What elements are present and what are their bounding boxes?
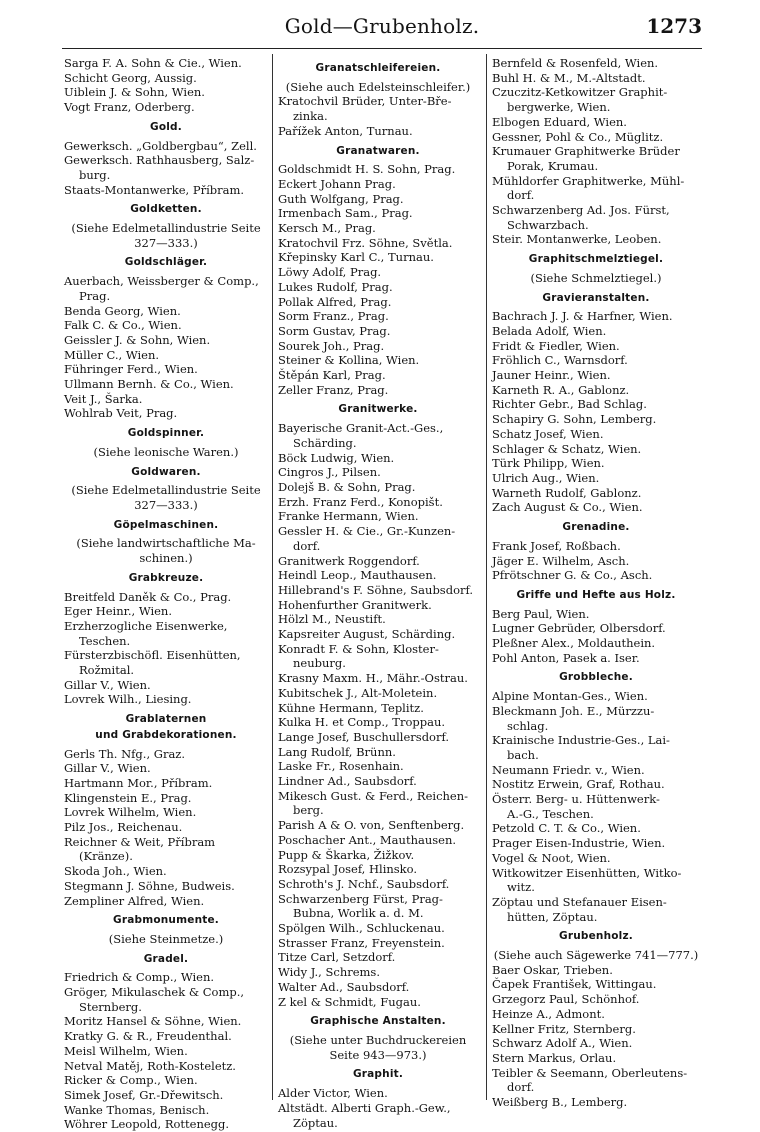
section-heading: Graphische Anstalten.	[310, 1015, 446, 1028]
directory-entry: Veit J., Šarka.	[64, 391, 143, 406]
directory-entry: Ullmann Bernh. & Co., Wien.	[64, 377, 234, 392]
directory-entry: Pařížek Anton, Turnau.	[278, 123, 413, 138]
directory-entry: Pupp & Škarka, Žižkov.	[278, 847, 415, 862]
directory-entry: Gillar V., Wien.	[64, 677, 151, 692]
section-heading: Goldwaren.	[131, 465, 201, 478]
directory-entry: Lindner Ad., Saubsdorf.	[278, 774, 417, 789]
section-heading: Granitwerke.	[338, 403, 418, 416]
section-heading: und Grabdekorationen.	[95, 728, 237, 741]
directory-entry: Österr. Berg- u. Hüttenwerk-	[492, 792, 660, 807]
section-heading: Grobbleche.	[559, 671, 633, 684]
entry-continuation: dorf.	[507, 188, 535, 203]
entry-continuation: schlag.	[507, 718, 549, 733]
directory-entry: Elbogen Eduard, Wien.	[492, 114, 627, 129]
directory-entry: Belada Adolf, Wien.	[492, 323, 607, 338]
section-heading: Griffe und Hefte aus Holz.	[516, 588, 676, 601]
directory-entry: Gröger, Mikulaschek & Comp.,	[64, 985, 245, 1000]
directory-entry: Gillar V., Wien.	[64, 761, 151, 776]
directory-entry: Pleßner Alex., Moldauthein.	[492, 636, 656, 651]
directory-entry: Czuczitz-Ketkowitzer Graphit-	[492, 85, 668, 100]
directory-entry: Baer Oskar, Trieben.	[492, 962, 613, 977]
directory-entry: Sarga F. A. Sohn & Cie., Wien.	[64, 56, 242, 70]
directory-entry: Krainische Industrie-Ges., Lai-	[492, 733, 670, 748]
directory-entry: Teibler & Seemann, Oberleutens-	[492, 1065, 688, 1080]
directory-entry: Gerls Th. Nfg., Graz.	[64, 746, 186, 761]
page-number: 1273	[646, 14, 702, 38]
directory-entry: Frank Josef, Roßbach.	[492, 538, 621, 553]
directory-entry: Lugner Gebrüder, Olbersdorf.	[492, 621, 666, 636]
directory-entry: Pollak Alfred, Prag.	[278, 294, 392, 309]
column-3	[492, 56, 700, 1110]
directory-entry: Kratochvil Brüder, Unter-Bře-	[278, 94, 452, 109]
directory-entry: Zempliner Alfred, Wien.	[64, 893, 205, 908]
entry-continuation: Zöptau.	[293, 1115, 338, 1130]
directory-entry: Parish A & O. von, Senftenberg.	[278, 818, 465, 833]
directory-entry: Böck Ludwig, Wien.	[278, 450, 395, 465]
directory-entry: Jäger E. Wilhelm, Asch.	[492, 553, 630, 568]
directory-entry: Strasser Franz, Freyenstein.	[278, 935, 445, 950]
directory-entry: Uiblein J. & Sohn, Wien.	[64, 85, 205, 100]
section-heading: Goldschläger.	[124, 256, 208, 269]
directory-entry: Eger Heinr., Wien.	[64, 604, 172, 619]
section-heading: Granatschleifereien.	[315, 62, 441, 74]
cross-reference-note: schinen.)	[139, 551, 193, 566]
directory-entry: Konradt F. & Sohn, Kloster-	[278, 641, 439, 656]
section-heading: Göpelmaschinen.	[113, 518, 219, 531]
entry-continuation: (Kränze).	[79, 849, 133, 864]
column-1	[64, 56, 268, 1132]
directory-entry: Müller C., Wien.	[64, 347, 160, 362]
directory-entry: Wohlrab Veit, Prag.	[64, 406, 178, 421]
directory-entry: Sorm Franz., Prag.	[278, 309, 389, 324]
directory-entry: Stern Markus, Orlau.	[492, 1051, 617, 1065]
directory-entry: Auerbach, Weissberger & Comp.,	[64, 274, 259, 289]
directory-entry: Ulrich Aug., Wien.	[492, 470, 600, 485]
directory-entry: Rozsypal Josef, Hlinsko.	[278, 862, 418, 877]
directory-entry: Guth Wolfgang, Prag.	[278, 191, 404, 206]
directory-entry: Lang Rudolf, Brünn.	[278, 744, 396, 759]
directory-entry: Pohl Anton, Pasek a. Iser.	[492, 650, 640, 665]
directory-entry: Lovrek Wilhelm, Wien.	[64, 805, 197, 820]
section-heading: Gold.	[150, 120, 182, 133]
cross-reference-note: (Siehe Edelmetallindustrie Seite	[71, 221, 261, 236]
directory-entry: Klingenstein E., Prag.	[64, 790, 192, 805]
directory-entry: Moritz Hansel & Söhne, Wien.	[64, 1014, 242, 1029]
directory-entry: Nostitz Erwein, Graf, Rothau.	[492, 777, 665, 792]
entry-continuation: Rožmital.	[79, 663, 135, 678]
entry-continuation: zinka.	[293, 109, 328, 124]
directory-entry: Schatz Josef, Wien.	[492, 426, 604, 441]
entry-continuation: hütten, Zöptau.	[507, 909, 598, 924]
directory-entry: Lovrek Wilh., Liesing.	[64, 692, 192, 707]
directory-entry: Kellner Fritz, Sternberg.	[492, 1021, 636, 1036]
directory-entry: Hartmann Mor., Příbram.	[64, 775, 213, 790]
directory-entry: Fürsterzbischöfl. Eisenhütten,	[64, 648, 241, 663]
directory-entry: Alder Victor, Wien.	[278, 1086, 388, 1101]
directory-entry: Franke Hermann, Wien.	[278, 509, 419, 524]
section-heading: Graphitschmelztiegel.	[528, 253, 664, 266]
directory-entry: Kühne Hermann, Teplitz.	[278, 700, 424, 715]
directory-entry: Křepinsky Karl C., Turnau.	[278, 250, 434, 265]
directory-entry: Kubitschek J., Alt-Moletein.	[278, 685, 438, 700]
section-heading: Gravieranstalten.	[542, 291, 650, 304]
cross-reference-note: (Siehe unter Buchdruckereien	[289, 1033, 467, 1047]
entry-continuation: A.-G., Teschen.	[507, 806, 594, 821]
section-heading: Goldketten.	[130, 203, 202, 216]
directory-entry: Irmenbach Sam., Prag.	[278, 206, 413, 221]
header-rule	[62, 48, 702, 49]
column-divider-2	[486, 54, 487, 1100]
directory-entry: Heinze A., Admont.	[492, 1006, 605, 1021]
directory-entry: Heindl Leop., Mauthausen.	[278, 568, 437, 583]
directory-entry: Meisl Wilhelm, Wien.	[64, 1043, 188, 1058]
directory-entry: Alpine Montan-Ges., Wien.	[492, 689, 648, 704]
cross-reference-note: (Siehe Edelmetallindustrie Seite	[71, 483, 261, 498]
directory-entry: Buhl H. & M., M.-Altstadt.	[492, 70, 646, 85]
directory-entry: Weißberg B., Lemberg.	[492, 1095, 628, 1110]
directory-entry: Wöhrer Leopold, Rottenegg.	[64, 1117, 230, 1132]
directory-entry: Pfrötschner G. & Co., Asch.	[492, 568, 653, 583]
entry-continuation: Porak, Krumau.	[507, 158, 599, 173]
directory-entry: Štěpán Karl, Prag.	[278, 368, 386, 383]
directory-entry: Bleckmann Joh. E., Mürzzu-	[492, 703, 655, 718]
section-heading: Grubenholz.	[559, 930, 633, 943]
column-divider-1	[272, 54, 273, 1100]
directory-entry: Poschacher Ant., Mauthausen.	[278, 832, 457, 847]
directory-entry: Schwarz Adolf A., Wien.	[492, 1036, 633, 1051]
directory-entry: Neumann Friedr. v., Wien.	[492, 762, 645, 777]
section-heading: Grenadine.	[562, 521, 630, 534]
directory-entry: Witkowitzer Eisenhütten, Witko-	[492, 865, 682, 880]
section-heading: Grabmonumente.	[113, 914, 219, 927]
directory-entry: Kapsreiter August, Schärding.	[278, 627, 456, 642]
directory-entry: Führinger Ferd., Wien.	[64, 362, 198, 377]
directory-entry: Gewerksch. „Goldbergbau“, Zell.	[64, 138, 257, 153]
directory-entry: Sourek Joh., Prag.	[278, 338, 385, 353]
cross-reference-note: (Siehe Steinmetze.)	[108, 931, 224, 946]
directory-entry: Türk Philipp, Wien.	[492, 456, 605, 471]
directory-entry: Benda Georg, Wien.	[64, 303, 181, 318]
directory-entry: Granitwerk Roggendorf.	[278, 553, 420, 568]
directory-entry: Geissler J. & Sohn, Wien.	[64, 332, 211, 347]
directory-entry: Stegmann J. Söhne, Budweis.	[64, 878, 235, 893]
directory-entry: Walter Ad., Saubsdorf.	[278, 979, 410, 994]
cross-reference-note: (Siehe landwirtschaftliche Ma-	[76, 536, 256, 551]
entry-continuation: Prag.	[79, 288, 111, 303]
directory-entry: Fröhlich C., Warnsdorf.	[492, 353, 628, 368]
directory-entry: Karneth R. A., Gablonz.	[492, 382, 630, 397]
entry-continuation: witz.	[507, 880, 535, 895]
directory-entry: Hillebrand's F. Söhne, Saubsdorf.	[278, 582, 473, 597]
directory-entry: Löwy Adolf, Prag.	[278, 265, 382, 280]
directory-entry: Reichner & Weit, Příbram	[64, 834, 216, 849]
entry-continuation: dorf.	[293, 538, 321, 553]
cross-reference-note: (Siehe auch Sägewerke 741—777.)	[493, 948, 699, 963]
entry-continuation: burg.	[79, 167, 111, 182]
directory-entry: Schlager & Schatz, Wien.	[492, 441, 642, 456]
directory-entry: Steiner & Kollina, Wien.	[278, 353, 420, 368]
directory-entry: Schwarzenberg Fürst, Prag-	[278, 891, 443, 906]
directory-entry: Richter Gebr., Bad Schlag.	[492, 397, 647, 412]
cross-reference-note: Seite 943—973.)	[329, 1047, 427, 1062]
section-heading: Grablaternen	[125, 713, 207, 726]
entry-continuation: berg.	[293, 803, 324, 818]
directory-entry: Steir. Montanwerke, Leoben.	[492, 232, 662, 247]
entry-continuation: Sternberg.	[79, 999, 142, 1014]
directory-entry: Vogel & Noot, Wien.	[492, 850, 611, 865]
directory-entry: Schroth's J. Nchf., Saubsdorf.	[278, 876, 450, 891]
directory-entry: Dolejš B. & Sohn, Prag.	[278, 479, 416, 494]
section-heading: Goldspinner.	[127, 427, 205, 440]
directory-entry: Staats-Montanwerke, Příbram.	[64, 182, 245, 197]
directory-entry: Widy J., Schrems.	[278, 965, 380, 980]
directory-entry: Čapek František, Wittingau.	[492, 977, 657, 992]
cross-reference-note: (Siehe auch Edelsteinschleifer.)	[285, 79, 471, 94]
directory-entry: Bachrach J. J. & Harfner, Wien.	[492, 309, 673, 324]
directory-entry: Erzh. Franz Ferd., Konopišt.	[278, 494, 443, 509]
directory-entry: Lukes Rudolf, Prag.	[278, 279, 393, 294]
directory-entry: Kersch M., Prag.	[278, 221, 376, 236]
directory-entry: Petzold C. T. & Co., Wien.	[492, 821, 641, 836]
directory-entry: Prager Eisen-Industrie, Wien.	[492, 836, 666, 851]
section-heading: Grabkreuze.	[128, 571, 204, 584]
directory-entry: Vogt Franz, Oderberg.	[64, 100, 195, 115]
directory-entry: Cingros J., Pilsen.	[278, 465, 381, 480]
cross-reference-note: (Siehe Schmelztiegel.)	[530, 270, 662, 285]
directory-entry: Krumauer Graphitwerke Brüder	[492, 144, 680, 159]
directory-entry: Hohenfurther Granitwerk.	[278, 597, 432, 612]
entry-continuation: Teschen.	[79, 633, 131, 648]
directory-entry: Zeller Franz, Prag.	[278, 382, 389, 397]
directory-entry: Mühldorfer Graphitwerke, Mühl-	[492, 173, 685, 188]
directory-entry: Erzherzogliche Eisenwerke,	[64, 618, 228, 633]
directory-entry: Krasny Maxm. H., Mähr.-Ostrau.	[278, 671, 468, 686]
directory-entry: Gessner, Pohl & Co., Müglitz.	[492, 129, 664, 144]
cross-reference-note: (Siehe leonische Waren.)	[93, 444, 239, 459]
directory-entry: Friedrich & Comp., Wien.	[64, 970, 215, 985]
directory-entry: Wanke Thomas, Benisch.	[64, 1102, 210, 1117]
directory-entry: Falk C. & Co., Wien.	[64, 318, 182, 333]
directory-entry: Gewerksch. Rathhausberg, Salz-	[64, 153, 255, 168]
directory-entry: Z kel & Schmidt, Fugau.	[278, 994, 421, 1009]
directory-entry: Laske Fr., Rosenhain.	[278, 759, 404, 774]
directory-entry: Ricker & Comp., Wien.	[64, 1073, 198, 1088]
directory-entry: Bayerische Granit-Act.-Ges.,	[278, 421, 444, 436]
directory-entry: Pilz Jos., Reichenau.	[64, 820, 183, 835]
section-heading: Granatwaren.	[336, 144, 420, 157]
directory-entry: Sorm Gustav, Prag.	[278, 323, 391, 338]
directory-entry: Hölzl M., Neustift.	[278, 612, 386, 627]
entry-continuation: neuburg.	[293, 656, 346, 671]
directory-entry: Spölgen Wilh., Schluckenau.	[278, 921, 445, 936]
directory-entry: Bernfeld & Rosenfeld, Wien.	[492, 56, 659, 70]
directory-entry: Warneth Rudolf, Gablonz.	[492, 485, 642, 500]
entry-continuation: dorf.	[507, 1080, 535, 1095]
entry-continuation: Bubna, Worlik a. d. M.	[293, 906, 424, 921]
directory-entry: Schicht Georg, Aussig.	[64, 70, 197, 85]
entry-continuation: Schärding.	[293, 435, 357, 450]
directory-entry: Schapiry G. Sohn, Lemberg.	[492, 412, 657, 427]
directory-entry: Skoda Joh., Wien.	[64, 864, 167, 879]
cross-reference-note: 327—333.)	[134, 235, 198, 250]
directory-entry: Gessler H. & Cie., Gr.-Kunzen-	[278, 524, 456, 539]
column-2	[278, 56, 478, 1130]
directory-entry: Zöptau und Stefanauer Eisen-	[492, 894, 667, 909]
entry-continuation: bergwerke, Wien.	[507, 100, 611, 115]
directory-entry: Kratochvil Frz. Söhne, Světla.	[278, 235, 453, 250]
directory-entry: Kratky G. & R., Freudenthal.	[64, 1029, 232, 1044]
directory-entry: Lange Josef, Buschullersdorf.	[278, 729, 449, 744]
directory-entry: Schwarzenberg Ad. Jos. Fürst,	[492, 203, 670, 218]
directory-entry: Netval Matěj, Roth-Kosteletz.	[64, 1058, 236, 1073]
page-title: Gold—Grubenholz.	[284, 14, 480, 38]
directory-entry: Jauner Heinr., Wien.	[492, 368, 611, 383]
entry-continuation: Schwarzbach.	[507, 217, 589, 232]
directory-entry: Simek Josef, Gr.-Dřewitsch.	[64, 1088, 224, 1102]
entry-continuation: bach.	[507, 747, 539, 762]
directory-entry: Berg Paul, Wien.	[492, 606, 590, 621]
cross-reference-note: 327—333.)	[134, 497, 198, 512]
directory-entry: Grzegorz Paul, Schönhof.	[492, 992, 640, 1007]
directory-entry: Fridt & Fiedler, Wien.	[492, 338, 620, 353]
directory-entry: Breitfeld Daněk & Co., Prag.	[64, 589, 232, 604]
section-heading: Gradel.	[143, 952, 189, 965]
directory-entry: Kulka H. et Comp., Troppau.	[278, 715, 446, 730]
directory-entry: Altstädt. Alberti Graph.-Gew.,	[278, 1100, 451, 1115]
section-heading: Graphit.	[352, 1068, 404, 1081]
directory-entry: Zach August & Co., Wien.	[492, 500, 643, 515]
page-header	[62, 8, 702, 48]
directory-entry: Goldschmidt H. S. Sohn, Prag.	[278, 162, 456, 177]
directory-entry: Mikesch Gust. & Ferd., Reichen-	[278, 788, 469, 803]
directory-entry: Eckert Johann Prag.	[278, 176, 396, 191]
directory-entry: Titze Carl, Setzdorf.	[278, 950, 396, 965]
